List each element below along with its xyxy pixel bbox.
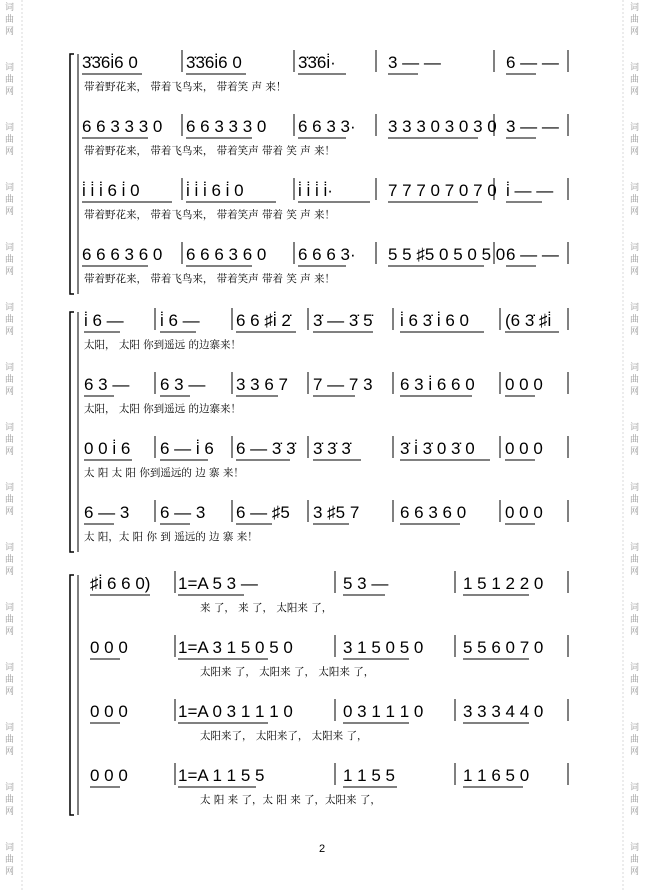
watermark-char: 曲 bbox=[630, 15, 640, 25]
watermark-char: 词 bbox=[5, 723, 15, 733]
watermark-char: 词 bbox=[630, 243, 640, 253]
measure-notes: 0 0 0 bbox=[505, 375, 543, 394]
watermark-char: 网 bbox=[630, 387, 640, 397]
watermark-char: 网 bbox=[630, 687, 640, 697]
measure-notes: 1 5 1 2 2 0 bbox=[463, 574, 544, 593]
watermark-char: 曲 bbox=[5, 195, 15, 205]
measure-notes: 6 6 3 3 3 0 bbox=[186, 117, 267, 136]
measure-notes: 3 3 6 7 bbox=[236, 375, 288, 394]
watermark-char: 网 bbox=[5, 327, 15, 337]
measure-notes: 1=A 3 1 5 0 5 0 bbox=[178, 638, 293, 657]
measure-notes: 0 0 i̇ 6 bbox=[84, 439, 131, 458]
watermark-char: 词 bbox=[630, 423, 640, 433]
watermark-char: 网 bbox=[5, 807, 15, 817]
watermark-char: 网 bbox=[5, 27, 15, 37]
lyrics-line: 带着野花来， 带着飞鸟来， 带着笑 声 来！ bbox=[84, 81, 287, 93]
watermark-char: 网 bbox=[5, 507, 15, 517]
watermark-char: 词 bbox=[5, 423, 15, 433]
watermark-char: 曲 bbox=[5, 255, 15, 265]
lyrics-line: 太阳来 了， 太阳来 了， 太阳来 了， bbox=[200, 666, 375, 678]
lyrics-line: 来 了， 来 了， 太阳来 了， bbox=[200, 602, 333, 614]
watermark-char: 词 bbox=[630, 543, 640, 553]
watermark-char: 词 bbox=[630, 3, 640, 13]
watermark-char: 曲 bbox=[5, 135, 15, 145]
lyrics-line: 带着野花来， 带着飞鸟来， 带着笑声 带着 笑 声 来！ bbox=[84, 273, 336, 285]
measure-notes: 6 3 — bbox=[84, 375, 130, 394]
measure-notes: 3 3 3 4 4 0 bbox=[463, 702, 544, 721]
watermark-char: 网 bbox=[630, 87, 640, 97]
measure-notes: i̇ i̇ i̇ 6 i̇ 0 bbox=[186, 181, 244, 200]
watermark-char: 网 bbox=[5, 627, 15, 637]
measure-notes: i̇ i̇ i̇ 6 i̇ 0 bbox=[82, 181, 140, 200]
measure-notes: 0 0 0 bbox=[90, 766, 128, 785]
measure-notes: 6 6 6 3 6 0 bbox=[186, 245, 267, 264]
system-bracket bbox=[70, 575, 74, 815]
watermark-char: 曲 bbox=[5, 855, 15, 865]
watermark-char: 网 bbox=[630, 327, 640, 337]
lyrics-line: 太阳来了， 太阳来了， 太阳来 了， bbox=[200, 730, 368, 742]
page-number-mark: 2 bbox=[319, 843, 326, 855]
watermark-char: 网 bbox=[5, 87, 15, 97]
watermark-char: 曲 bbox=[630, 495, 640, 505]
watermark-char: 曲 bbox=[5, 435, 15, 445]
watermark-char: 词 bbox=[5, 183, 15, 193]
watermark-char: 曲 bbox=[630, 675, 640, 685]
watermark-char: 词 bbox=[5, 483, 15, 493]
measure-notes: 7 — 7 3 bbox=[313, 375, 373, 394]
measure-notes: 6 6 6 3· bbox=[298, 245, 356, 264]
lyrics-line: 太 阳，太 阳 你 到 遥远的 边 寨 来！ bbox=[84, 531, 258, 543]
measure-notes: 3 ♯5 7 bbox=[313, 503, 360, 522]
watermark-char: 词 bbox=[630, 63, 640, 73]
measure-notes: i̇ — — bbox=[506, 181, 554, 200]
watermark-char: 词 bbox=[5, 783, 15, 793]
watermark-char: 曲 bbox=[5, 75, 15, 85]
watermark-char: 曲 bbox=[630, 135, 640, 145]
measure-notes: ♯i̇ 6 6 0) bbox=[90, 574, 151, 593]
measure-notes: 0 0 0 bbox=[505, 439, 543, 458]
watermark-char: 曲 bbox=[630, 315, 640, 325]
measure-notes: 3̇ — 3̇ 5̇ bbox=[313, 311, 373, 330]
measure-notes: 1=A 5 3 — bbox=[178, 574, 258, 593]
watermark-char: 网 bbox=[5, 567, 15, 577]
measure-notes: 6 6 6 3 6 0 bbox=[82, 245, 163, 264]
watermark-char: 曲 bbox=[5, 495, 15, 505]
watermark-char: 网 bbox=[5, 387, 15, 397]
measure-notes: 6 — 3 bbox=[160, 503, 206, 522]
watermark-char: 网 bbox=[630, 447, 640, 457]
measure-notes: 3 3 3 0 3 0 3 0 bbox=[388, 117, 497, 136]
measure-notes: 6 — ♯5 bbox=[236, 503, 290, 522]
watermark-char: 词 bbox=[630, 303, 640, 313]
watermark-char: 网 bbox=[5, 207, 15, 217]
lyrics-line: 带着野花来， 带着飞鸟来， 带着笑声 带着 笑 声 来！ bbox=[84, 209, 336, 221]
watermark-char: 词 bbox=[630, 723, 640, 733]
measure-notes: i̇ 6 — bbox=[84, 311, 124, 330]
measure-notes: 6 — i̇ 6 bbox=[160, 439, 214, 458]
measure-notes: 1=A 0 3 1 1 1 0 bbox=[178, 702, 293, 721]
watermark-char: 网 bbox=[630, 507, 640, 517]
watermark-char: 曲 bbox=[5, 735, 15, 745]
watermark-char: 网 bbox=[630, 867, 640, 877]
watermark-char: 曲 bbox=[630, 555, 640, 565]
watermark-char: 曲 bbox=[630, 75, 640, 85]
measure-notes: 6 3 — bbox=[160, 375, 206, 394]
watermark-char: 词 bbox=[5, 303, 15, 313]
measure-notes: i̇ i̇ i̇ i̇· bbox=[298, 181, 333, 200]
measure-notes: 0 0 0 bbox=[90, 702, 128, 721]
measure-notes: 6 — 3 bbox=[84, 503, 130, 522]
measure-notes: 5 5 6 0 7 0 bbox=[463, 638, 544, 657]
watermark-char: 曲 bbox=[630, 375, 640, 385]
measure-notes: 3̇ 3̇ 3̇ bbox=[313, 439, 351, 458]
watermark-char: 曲 bbox=[630, 855, 640, 865]
lyrics-line: 太 阳 太 阳 你到遥远的 边 寨 来！ bbox=[84, 467, 244, 479]
measure-notes: 0 0 0 bbox=[505, 503, 543, 522]
measure-notes: 6 6 ♯i̇ 2̇ bbox=[236, 311, 291, 330]
measure-notes: 5 5 ♯5 0 5 0 5 0 bbox=[388, 245, 506, 264]
watermark-char: 网 bbox=[630, 747, 640, 757]
measure-notes: 6 3 i̇ 6 6 0 bbox=[400, 375, 475, 394]
watermark-char: 网 bbox=[630, 147, 640, 157]
watermark-char: 网 bbox=[630, 567, 640, 577]
watermark-char: 词 bbox=[5, 543, 15, 553]
measure-notes: 3 — — bbox=[506, 117, 559, 136]
measure-notes: 6 6 3 3 3 0 bbox=[82, 117, 163, 136]
watermark-char: 词 bbox=[630, 363, 640, 373]
watermark-char: 曲 bbox=[5, 15, 15, 25]
measure-notes: 6 — 3̇ 3̇ bbox=[236, 439, 296, 458]
watermark-char: 曲 bbox=[5, 375, 15, 385]
watermark-char: 词 bbox=[5, 123, 15, 133]
lyrics-line: 太阳， 太阳 你到遥远 的边寨来！ bbox=[84, 339, 242, 351]
measure-notes: 1 1 6 5 0 bbox=[463, 766, 530, 785]
lyrics-line: 太阳， 太阳 你到遥远 的边寨来！ bbox=[84, 403, 242, 415]
watermark-char: 网 bbox=[5, 147, 15, 157]
watermark-char: 词 bbox=[630, 483, 640, 493]
measure-notes: 3̇3̇6i̇6 0 bbox=[186, 53, 242, 72]
watermark-char: 网 bbox=[5, 747, 15, 757]
watermark-char: 曲 bbox=[630, 615, 640, 625]
watermark-char: 词 bbox=[5, 63, 15, 73]
watermark-char: 词 bbox=[630, 123, 640, 133]
watermark-char: 词 bbox=[5, 843, 15, 853]
watermark-char: 词 bbox=[630, 183, 640, 193]
watermark-char: 曲 bbox=[630, 735, 640, 745]
measure-notes: i̇ 6 3̇ i̇ 6 0 bbox=[400, 311, 469, 330]
watermark-char: 词 bbox=[5, 663, 15, 673]
watermark-char: 词 bbox=[5, 243, 15, 253]
watermark-char: 曲 bbox=[5, 795, 15, 805]
watermark-char: 曲 bbox=[630, 795, 640, 805]
measure-notes: 3̇3̇6i̇6 0 bbox=[82, 53, 138, 72]
system-bracket bbox=[70, 54, 74, 294]
measure-notes: 6 — — bbox=[506, 245, 559, 264]
watermark-char: 网 bbox=[5, 267, 15, 277]
watermark-char: 曲 bbox=[630, 255, 640, 265]
measure-notes: 5 3 — bbox=[343, 574, 389, 593]
watermark-char: 网 bbox=[630, 207, 640, 217]
watermark-char: 词 bbox=[630, 663, 640, 673]
watermark-char: 曲 bbox=[5, 315, 15, 325]
measure-notes: 0 3 1 1 1 0 bbox=[343, 702, 424, 721]
measure-notes: 1 1 5 5 bbox=[343, 766, 395, 785]
watermark-char: 网 bbox=[630, 807, 640, 817]
watermark-char: 网 bbox=[630, 627, 640, 637]
watermark-char: 词 bbox=[630, 783, 640, 793]
watermark-char: 词 bbox=[5, 603, 15, 613]
watermark-char: 网 bbox=[5, 447, 15, 457]
measure-notes: 3̇3̇6i̇· bbox=[298, 53, 336, 72]
measure-notes: 1=A 1 1 5 5 bbox=[178, 766, 265, 785]
measure-notes: 3 — — bbox=[388, 53, 441, 72]
measure-notes: (6 3̇ ♯i̇ bbox=[505, 311, 552, 330]
watermark-char: 词 bbox=[630, 843, 640, 853]
watermark-char: 曲 bbox=[630, 195, 640, 205]
watermark-char: 词 bbox=[630, 603, 640, 613]
watermark-char: 网 bbox=[5, 867, 15, 877]
lyrics-line: 带着野花来， 带着飞鸟来， 带着笑声 带着 笑 声 来！ bbox=[84, 145, 336, 157]
measure-notes: 6 6 3 6 0 bbox=[400, 503, 467, 522]
watermark-char: 词 bbox=[5, 3, 15, 13]
measure-notes: 0 0 0 bbox=[90, 638, 128, 657]
watermark-char: 曲 bbox=[630, 435, 640, 445]
watermark-char: 网 bbox=[630, 267, 640, 277]
measure-notes: i̇ 6 — bbox=[160, 311, 200, 330]
measure-notes: 6 — — bbox=[506, 53, 559, 72]
watermark-char: 曲 bbox=[5, 615, 15, 625]
measure-notes: 3̇ i̇ 3̇ 0 3̇ 0 bbox=[400, 439, 475, 458]
watermark-char: 曲 bbox=[5, 555, 15, 565]
watermark-char: 词 bbox=[5, 363, 15, 373]
watermark-char: 网 bbox=[5, 687, 15, 697]
measure-notes: 7 7 7 0 7 0 7 0 bbox=[388, 181, 497, 200]
lyrics-line: 太 阳 来 了，太 阳 来 了，太阳来 了， bbox=[200, 794, 381, 806]
system-bracket bbox=[70, 312, 74, 552]
watermark-char: 网 bbox=[630, 27, 640, 37]
watermark-char: 曲 bbox=[5, 675, 15, 685]
measure-notes: 3 1 5 0 5 0 bbox=[343, 638, 424, 657]
measure-notes: 6 6 3 3· bbox=[298, 117, 356, 136]
